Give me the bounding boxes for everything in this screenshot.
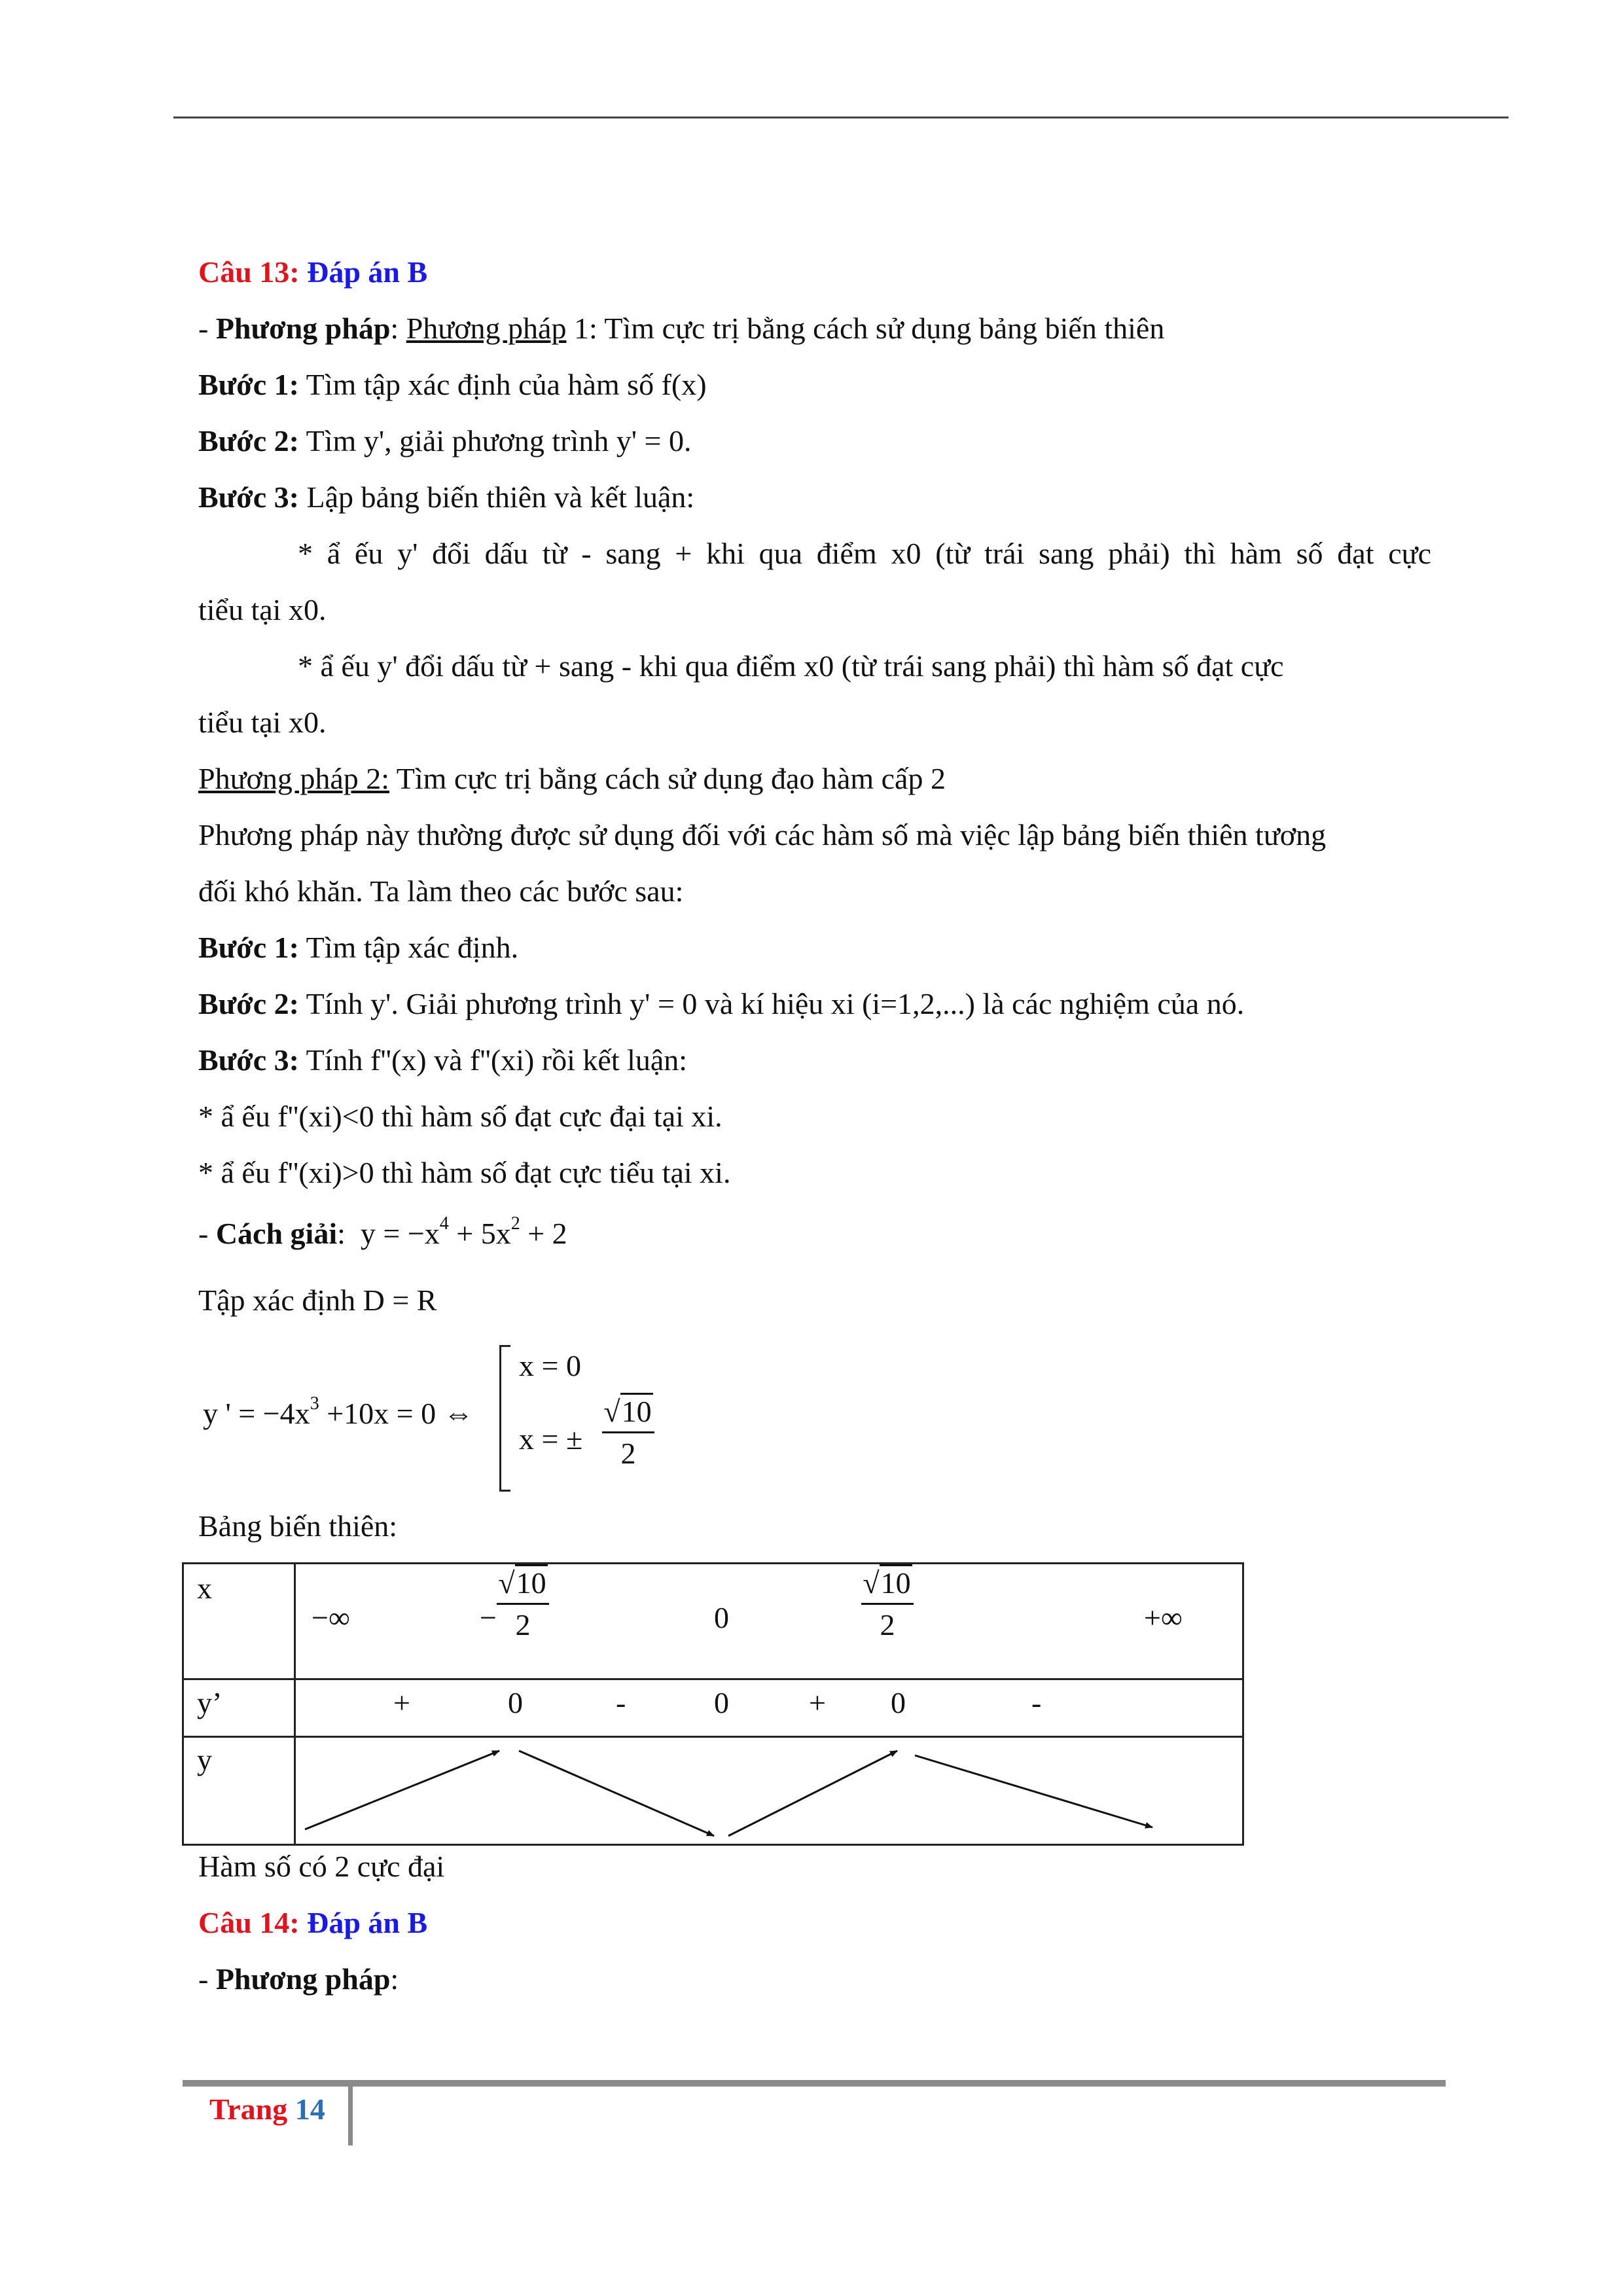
variation-table — [182, 1562, 1244, 1846]
solution-x-pm: x = ± — [519, 1422, 583, 1456]
m2-step-1: Bước 1: Tìm tập xác định. — [198, 931, 519, 964]
yprime-sign: 0 — [508, 1686, 523, 1719]
solution-x-zero: x = 0 — [519, 1349, 581, 1382]
solution-bracket — [499, 1345, 510, 1492]
x-zero: 0 — [714, 1601, 729, 1634]
domain-line: Tập xác định D = R — [198, 1283, 437, 1317]
bullet-1-cont: tiểu tại x0. — [198, 593, 327, 626]
method-2-line: Phương pháp 2: Tìm cực trị bằng cách sử dụng đạo hàm cấp 2 — [198, 762, 946, 795]
header-rule — [173, 117, 1508, 118]
yprime-sign: 0 — [714, 1686, 729, 1719]
paragraph-line-2: đối khó khăn. Ta làm theo các bước sau: — [198, 874, 684, 908]
x-minus-sign: − — [480, 1601, 497, 1634]
question-14-title: Câu 14: Đáp án B — [198, 1906, 428, 1939]
paragraph-line-1: Phương pháp này thường được sử dụng đối với các hàm số mà việc lập bảng biến thiên tương — [198, 818, 1327, 852]
bullet-2-cont: tiểu tại x0. — [198, 706, 327, 739]
increasing-arrow — [305, 1751, 499, 1829]
derivative-equation: y ' = $-4x^3 +10x = 0$ ⇔ — [203, 1393, 474, 1430]
row-label-y: y — [197, 1743, 212, 1776]
bullet-1: * ẩ ếu y' đổi dấu từ - sang + khi qua điểm x0 (từ trái sang phải) thì hàm số đạt cực — [298, 537, 1431, 570]
x-pos-sqrt-fraction: √10 2 — [861, 1566, 914, 1642]
conclusion: Hàm số có 2 cực đại — [198, 1850, 445, 1883]
solution-line: - Cách giải: $y = -x^4 + 5x^2 + 2$ — [198, 1213, 567, 1250]
footer-rule — [183, 2080, 1446, 2087]
page-number: Trang 14 — [209, 2092, 325, 2126]
fraction-sqrt10-over-2: √10 2 — [602, 1394, 654, 1471]
m2-step-3: Bước 3: Tính f''(x) và f''(xi) rồi kết luận: — [198, 1043, 688, 1077]
table-title: Bảng biến thiên: — [198, 1509, 398, 1543]
step-2: Bước 2: Tìm y', giải phương trình y' = 0. — [198, 424, 692, 457]
rule-1: * ẩ ếu f''(xi)<0 thì hàm số đạt cực đại tại xi. — [198, 1100, 722, 1133]
variation-arrows — [184, 1564, 1242, 1844]
step-3: Bước 3: Lập bảng biến thiên và kết luận: — [198, 480, 695, 514]
yprime-sign: - — [616, 1686, 626, 1719]
row-label-x: x — [197, 1571, 212, 1605]
decreasing-arrow — [519, 1751, 714, 1836]
step-1: Bước 1: Tìm tập xác định của hàm số f(x) — [198, 368, 707, 401]
yprime-sign: 0 — [891, 1686, 906, 1719]
q14-method-line: - Phương pháp: — [198, 1962, 399, 1996]
yprime-sign: + — [393, 1686, 410, 1719]
footer-divider — [348, 2087, 353, 2145]
x-neg-sqrt-fraction: √10 2 — [497, 1566, 549, 1642]
rule-2: * ẩ ếu f''(xi)>0 thì hàm số đạt cực tiểu tại xi. — [198, 1156, 731, 1189]
row-label-yprime: y’ — [197, 1686, 223, 1719]
x-pos-infinity: +∞ — [1144, 1601, 1183, 1634]
increasing-arrow — [728, 1751, 897, 1836]
yprime-sign: - — [1031, 1686, 1042, 1719]
function-expression: $y = -x^4 + 5x^2 + 2$ — [360, 1213, 567, 1250]
decreasing-arrow — [915, 1755, 1152, 1827]
bullet-2: * ẩ ếu y' đổi dấu từ + sang - khi qua điểm x0 (từ trái sang phải) thì hàm số đạt cực — [298, 649, 1284, 683]
yprime-sign: + — [809, 1686, 826, 1719]
m2-step-2: Bước 2: Tính y'. Giải phương trình y' = 0 và kí hiệu xi (i=1,2,...) là các nghiệm của nó. — [198, 987, 1245, 1020]
x-neg-infinity: −∞ — [312, 1601, 350, 1634]
question-13-title: Câu 13: Đáp án B — [198, 255, 428, 289]
method-line: - Phương pháp: Phương pháp 1: Tìm cực trị bằng cách sử dụng bảng biến thiên — [198, 312, 1165, 345]
